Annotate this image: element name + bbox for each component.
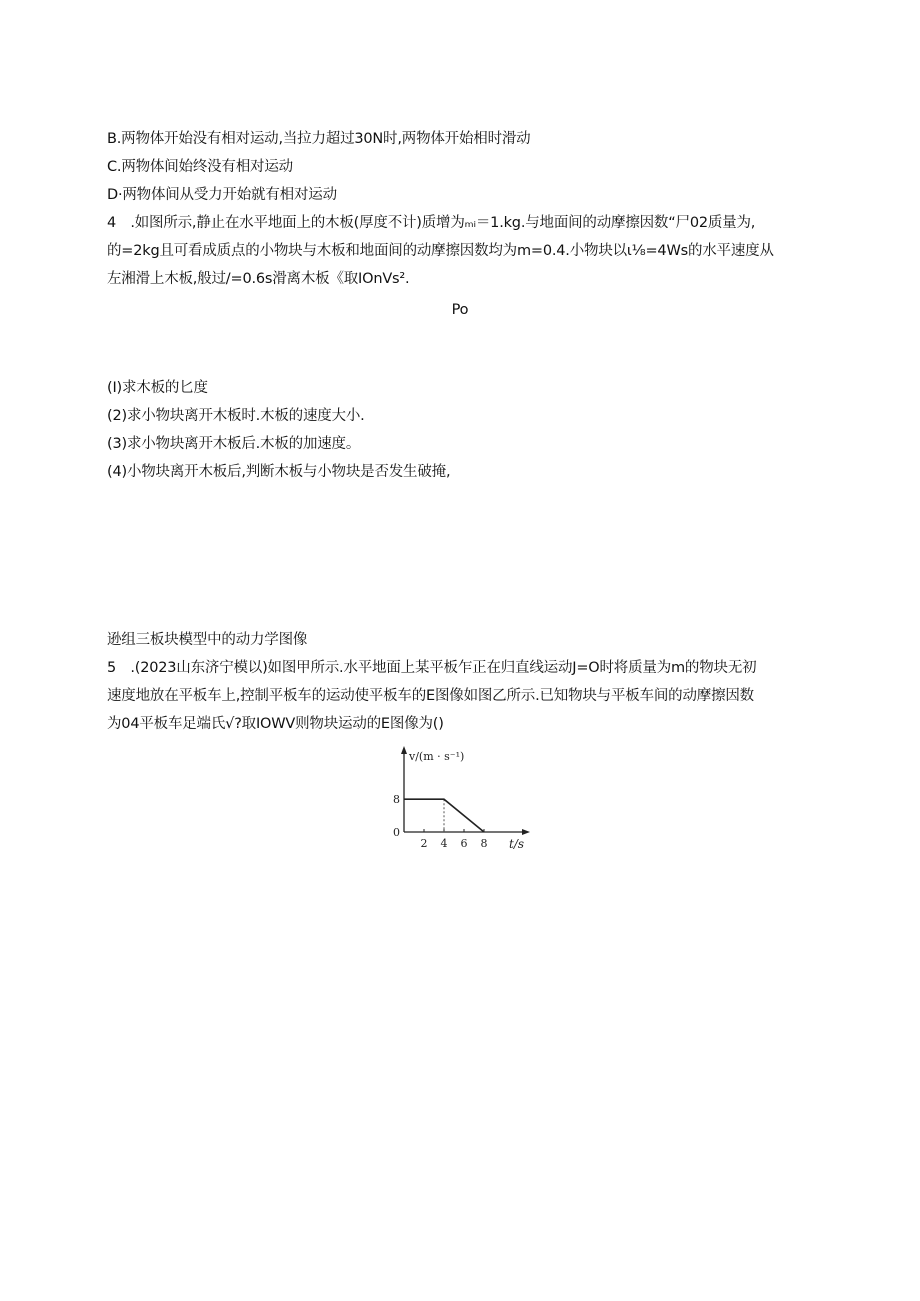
velocity-time-graph	[360, 740, 540, 858]
option-c: C.两物体间始终没有相对运动	[107, 159, 293, 175]
sub-question-1: (I)求木板的匕度	[107, 380, 208, 396]
question-5-line-2: 速度地放在平板车上,控制平板车的运动使平板车的E图像如图乙所示.已知物块与平板车间的动摩擦因数	[107, 688, 754, 704]
x-axis-arrow	[522, 829, 530, 835]
option-b: B.两物体开始没有相对运动,当拉力超过30N时,两物体开始相时滑动	[107, 131, 531, 147]
question-5-line-1: 5 .(2023山东济宁模以)如图甲所示.水平地面上某平板乍正在归直线运动J=O时将质量为m的物块无初	[107, 660, 757, 676]
sub-question-3: (3)求小物块离开木板后.木板的加速度。	[107, 436, 361, 452]
x-tick-label: 4	[440, 837, 448, 850]
option-d: D·两物体间从受力开始就有相对运动	[107, 187, 337, 203]
sub-question-4: (4)小物块离开木板后,判断木板与小物块是否发生破掩,	[107, 464, 451, 480]
y-axis-label: v/(m · s⁻¹)	[409, 750, 465, 763]
x-axis-label: t/s	[509, 837, 525, 851]
x-tick-label: 8	[480, 837, 488, 850]
section-heading: 逊组三板块模型中的动力学图像	[107, 632, 308, 648]
origin-label: 0	[393, 826, 400, 839]
question-4-line-3: 左湘滑上木板,般过/=0.6s滑离木板《取IOnVs².	[107, 271, 410, 287]
sub-question-2: (2)求小物块离开木板时.木板的速度大小.	[107, 408, 365, 424]
x-tick-label: 6	[460, 837, 468, 850]
x-tick-label: 2	[420, 837, 428, 850]
question-5-line-3: 为04平板车足端氏√?取IOWV则物块运动的E图像为()	[107, 716, 444, 732]
question-4-line-2: 的=2kg且可看成质点的小物块与木板和地面间的动摩擦因数均为m=0.4.小物块以ι⅛=4Ws的水平速度从	[107, 243, 774, 259]
y-axis-arrow	[401, 746, 407, 754]
figure-placeholder-text: Po	[451, 302, 469, 318]
question-4-line-1: 4 .如图所示,静止在水平地面上的木板(厚度不计)质增为ₘᵢ＝1.kg.与地面间的动摩擦因数“尸02质量为,	[107, 215, 756, 231]
y-tick-label: 8	[393, 793, 400, 807]
